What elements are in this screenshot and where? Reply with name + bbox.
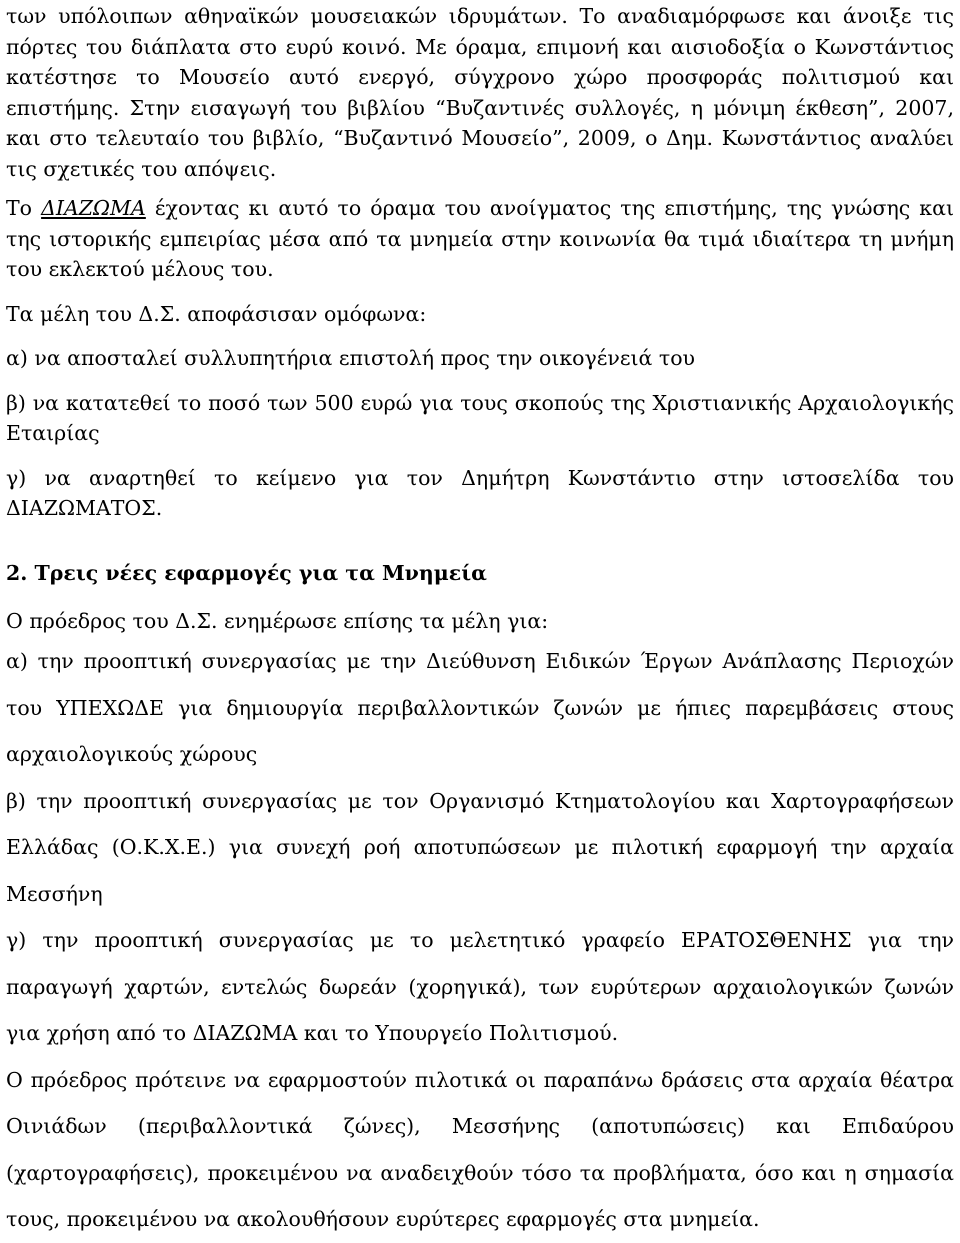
- closing-paragraph: Ο πρόεδρος πρότεινε να εφαρμοστούν πιλοτικά οι παραπάνω δράσεις στα αρχαία θέατρα Οινιάδων (περιβαλλοντικά ζώνες), Μεσσήνης (αποτυπώσεις) και Επιδαύρου (χαρτογραφήσεις), προκειμένου να αναδειχθούν τόσο τα προβλήματα, όσο και η σημασία τους, προκειμένου να ακολουθήσουν ευρύτερες εφαρμογές στα μνημεία.: [6, 1067, 954, 1231]
- paragraph-konstantios-bio: των υπόλοιπων αθηναϊκών μουσειακών ιδρυμάτων. Το αναδιαμόρφωσε και άνοιξε τις πόρτες του διάπλατα στο ευρύ κοινό. Με όραμα, επιμονή και αισιοδοξία ο Κωνστάντιος κατέστησε το Μουσείο αυτό ενεργό, σύγχρονο χώρο προσφοράς πολιτισμού και επιστήμης. Στην εισαγωγή του βιβλίου “Βυζαντινές συλλογές, η μόνιμη έκθεση”, 2007, και στο τελευταίο του βιβλίο, “Βυζαντινό Μουσείο”, 2009, ο Δημ. Κωνστάντιος αναλύει τις σχετικές του απόψεις.: [6, 4, 954, 181]
- tribute-rest: έχοντας κι αυτό το όραμα του ανοίγματος της επιστήμης, της γνώσης και της ιστορικής εμπειρίας μέσα από τα μνημεία στην κοινωνία θα τιμά ιδιαίτερα τη μνήμη του εκλεκτού μέλους του.: [6, 196, 954, 281]
- diazoma-emphasis: ΔΙΑΖΩΜΑ: [41, 196, 146, 220]
- collaboration-item-b: β) την προοπτική συνεργασίας με τον Οργανισμό Κτηματολογίου και Χαρτογραφήσεων Ελλάδας (Ο.Κ.Χ.Ε.) για συνεχή ροή αποτυπώσεων με πιλοτική εφαρμογή την αρχαία Μεσσήνη: [6, 788, 954, 906]
- decision-item-b: β) να κατατεθεί το ποσό των 500 ευρώ για τους σκοπούς της Χριστιανικής Αρχαιολογικής Εταιρίας: [6, 390, 954, 445]
- section-intro: Ο πρόεδρος του Δ.Σ. ενημέρωσε επίσης τα μέλη για:: [6, 608, 549, 633]
- decision-item-a: α) να αποσταλεί συλλυπητήρια επιστολή προς την οικογένειά του: [6, 346, 696, 370]
- collaboration-item-a: α) την προοπτική συνεργασίας με την Διεύθυνση Ειδικών Έργων Ανάπλασης Περιοχών του ΥΠΕΧΩΔΕ για δημιουργία περιβαλλοντικών ζωνών με ήπιες παρεμβάσεις στους αρχαιολογικούς χώρους: [6, 649, 954, 766]
- paragraph-board-decision: Τα μέλη του Δ.Σ. αποφάσισαν ομόφωνα:: [6, 301, 427, 326]
- collaboration-item-c: γ) την προοπτική συνεργασίας με το μελετητικό γραφείο ΕΡΑΤΟΣΘΕΝΗΣ για την παραγωγή χαρτών, εντελώς δωρεάν (χορηγικά), των ευρύτερων αρχαιολογικών ζωνών για χρήση από το ΔΙΑΖΩΜΑ και το Υπουργείο Πολιτισμού.: [6, 928, 954, 1045]
- tribute-prefix: Το: [6, 196, 42, 220]
- section-heading: 2. Τρεις νέες εφαρμογές για τα Μνημεία: [6, 560, 487, 585]
- decision-item-c: γ) να αναρτηθεί το κείμενο για τον Δημήτρη Κωνστάντιο στην ιστοσελίδα του ΔΙΑΖΩΜΑΤΟΣ.: [6, 465, 954, 520]
- paragraph-diazoma-tribute: [6, 193, 954, 285]
